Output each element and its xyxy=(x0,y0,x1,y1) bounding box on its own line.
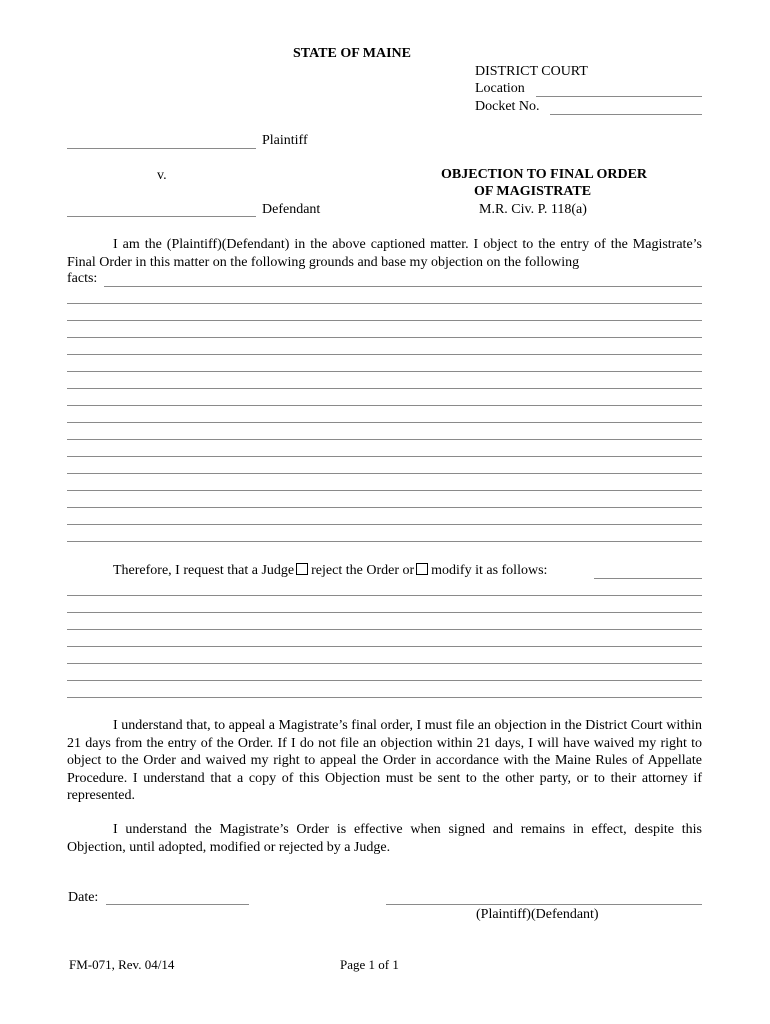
facts-line[interactable] xyxy=(67,422,702,423)
objection-statement: I am the (Plaintiff)(Defendant) in the above captioned matter. I object to the entry of the Magistrate’s Final Order in this matter on the following grounds and base my objection on the following xyxy=(67,237,702,270)
state-heading: STATE OF MAINE xyxy=(293,46,411,61)
facts-line[interactable] xyxy=(67,320,702,321)
facts-line-1[interactable] xyxy=(104,286,702,287)
location-field[interactable] xyxy=(536,96,702,97)
form-title-line2: OF MAGISTRATE xyxy=(474,184,592,199)
facts-line[interactable] xyxy=(67,541,702,542)
facts-line[interactable] xyxy=(67,490,702,491)
reject-option-label: reject the Order or xyxy=(311,563,415,578)
modify-checkbox[interactable] xyxy=(416,563,428,575)
versus-label: v. xyxy=(157,168,167,183)
docket-field[interactable] xyxy=(550,114,702,115)
form-id: FM-071, Rev. 04/14 xyxy=(69,957,175,972)
modification-line[interactable] xyxy=(67,646,702,647)
facts-line[interactable] xyxy=(67,405,702,406)
modification-line[interactable] xyxy=(67,680,702,681)
facts-line[interactable] xyxy=(67,371,702,372)
facts-line[interactable] xyxy=(67,439,702,440)
date-label: Date: xyxy=(68,890,99,905)
modify-option-label: modify it as follows: xyxy=(431,563,548,578)
rule-citation: M.R. Civ. P. 118(a) xyxy=(479,202,587,217)
facts-line[interactable] xyxy=(67,524,702,525)
request-prefix: Therefore, I request that a Judge xyxy=(113,563,295,578)
modification-line[interactable] xyxy=(67,663,702,664)
plaintiff-label: Plaintiff xyxy=(262,133,308,148)
date-field[interactable] xyxy=(106,904,249,905)
request-statement xyxy=(113,563,547,579)
appeal-acknowledgement: I understand that, to appeal a Magistrate’s final order, I must file an objection in the District Court within 21 days from the entry of the Order. If I do not file an objection within 21 days, I will have waived my right to object to the Order and waived my right to appeal the Order in accordance with the Maine Rules of Appellate Procedure. I understand that a copy of this Objection must be sent to the other party, or to their attorney if represented. xyxy=(67,718,702,803)
plaintiff-name-field[interactable] xyxy=(67,148,256,149)
facts-label: facts: xyxy=(67,271,98,286)
signer-role-label: (Plaintiff)(Defendant) xyxy=(476,907,599,922)
modify-details-field[interactable] xyxy=(594,578,702,579)
modification-line[interactable] xyxy=(67,612,702,613)
facts-line[interactable] xyxy=(67,507,702,508)
facts-line[interactable] xyxy=(67,303,702,304)
location-label: Location xyxy=(475,81,525,96)
facts-line[interactable] xyxy=(67,354,702,355)
docket-label: Docket No. xyxy=(475,99,540,114)
page-number: Page 1 of 1 xyxy=(340,957,399,972)
modification-line[interactable] xyxy=(67,629,702,630)
facts-line[interactable] xyxy=(67,456,702,457)
modification-line[interactable] xyxy=(67,697,702,698)
modification-line[interactable] xyxy=(67,595,702,596)
form-title-line1: OBJECTION TO FINAL ORDER xyxy=(441,167,648,182)
effect-acknowledgement: I understand the Magistrate’s Order is effective when signed and remains in effect, despite this Objection, until adopted, modified or rejected by a Judge. xyxy=(67,822,702,855)
signature-field[interactable] xyxy=(386,904,702,905)
facts-line[interactable] xyxy=(67,473,702,474)
facts-line[interactable] xyxy=(67,337,702,338)
facts-line[interactable] xyxy=(67,388,702,389)
reject-checkbox[interactable] xyxy=(296,563,308,575)
defendant-name-field[interactable] xyxy=(67,216,256,217)
court-name: DISTRICT COURT xyxy=(475,64,588,79)
defendant-label: Defendant xyxy=(262,202,321,217)
